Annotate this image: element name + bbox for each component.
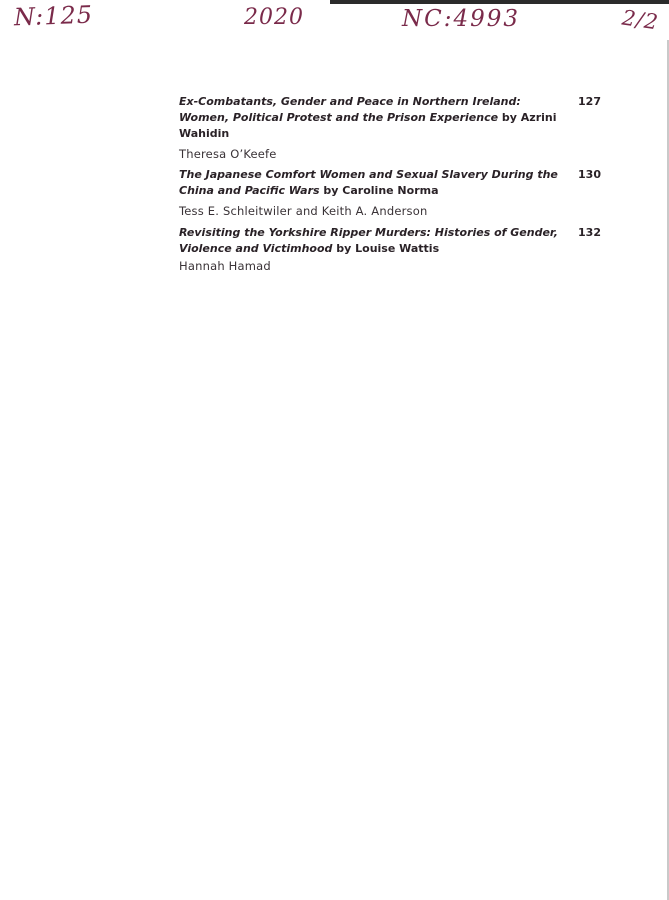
entry-title-text: The Japanese Comfort Women and Sexual Slavery During the China and Pacific Wars — [179, 168, 558, 197]
entry-title — [179, 225, 569, 257]
entry-title — [179, 94, 569, 142]
entry-reviewer: Hannah Hamad — [179, 259, 271, 273]
entry-title-text: Ex-Combatants, Gender and Peace in Northern Ireland: Women, Political Protest and the Prison Experience — [179, 95, 521, 124]
handwritten-code: NC:4993 — [402, 6, 521, 32]
entry-title-text: Revisiting the Yorkshire Ripper Murders: Histories of Gender, Violence and Victimhood — [179, 226, 558, 255]
entry-author: by Azrini Wahidin — [179, 111, 557, 140]
handwritten-issue-number: N:125 — [13, 0, 94, 32]
toc-entry — [179, 167, 609, 219]
entry-author: by Louise Wattis — [336, 242, 440, 255]
toc-entry — [179, 225, 609, 274]
entry-page-number: 127 — [578, 95, 601, 108]
toc-entry — [179, 94, 609, 162]
entry-reviewer: Tess E. Schleitwiler and Keith A. Anderson — [179, 204, 428, 218]
entry-page-number: 130 — [578, 168, 601, 181]
entry-page-number: 132 — [578, 226, 601, 239]
entry-author: by Caroline Norma — [323, 184, 439, 197]
scan-top-edge — [330, 0, 669, 4]
handwritten-year: 2020 — [244, 5, 304, 30]
entry-reviewer: Theresa O’Keefe — [179, 147, 277, 161]
handwritten-part: 2/2 — [620, 5, 661, 35]
entry-title — [179, 167, 569, 199]
